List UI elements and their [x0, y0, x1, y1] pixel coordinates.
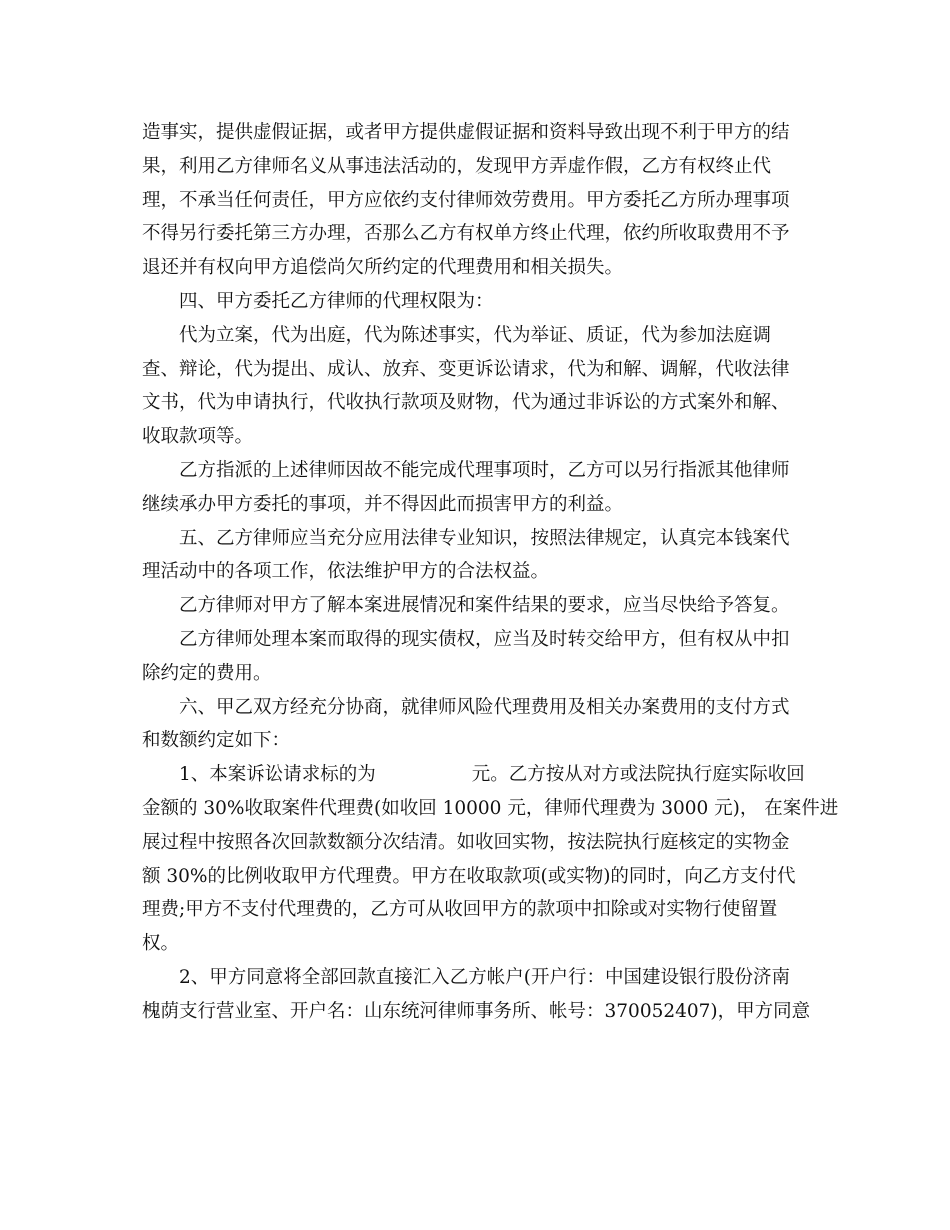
text-line: 理费;甲方不支付代理费的，乙方可从收回甲方的款项中扣除或对实物行使留置	[142, 899, 778, 921]
text-line: 继续承办甲方委托的事项，并不得因此而损害甲方的利益。	[142, 493, 624, 515]
text-line: 乙方律师处理本案而取得的现实债权，应当及时转交给甲方，但有权从中扣	[179, 628, 790, 650]
text-line: 文书，代为申请执行，代收执行款项及财物，代为通过非诉讼的方式案外和解、	[142, 392, 790, 414]
text-line: 代为立案，代为出庭，代为陈述事实，代为举证、质证，代为参加法庭调	[179, 324, 772, 346]
clause-1-lead: 1、本案诉讼请求标的为	[179, 764, 376, 786]
text-line: 收取款项等。	[142, 426, 254, 448]
text-line: 槐荫支行营业室、开户名：山东统河律师事务所、帐号：370052407)，甲方同意	[142, 1000, 811, 1022]
text-line: 金额的 30%收取案件代理费(如收回 10000 元，律师代理费为 3000 元)， 在案件进	[142, 797, 839, 819]
clause-1-first-line	[142, 758, 810, 792]
text-line: 乙方指派的上述律师因故不能完成代理事项时，乙方可以另行指派其他律师	[179, 459, 790, 481]
section-heading-4: 四、甲方委托乙方律师的代理权限为：	[179, 290, 494, 312]
text-line: 果，利用乙方律师名义从事违法活动的，发现甲方弄虚作假，乙方有权终止代	[142, 155, 772, 177]
contract-body	[142, 116, 839, 1029]
section-heading-6: 六、甲乙双方经充分协商，就律师风险代理费用及相关办案费用的支付方式	[179, 696, 790, 718]
text-line: 权。	[142, 933, 180, 955]
text-line: 和数额约定如下：	[142, 730, 291, 752]
text-line: 展过程中按照各次回款数额分次结清。如收回实物，按法院执行庭核定的实物金	[142, 831, 790, 853]
text-line: 理，不承当任何责任，甲方应依约支付律师效劳费用。甲方委托乙方所办理事项	[142, 189, 790, 211]
text-line: 退还并有权向甲方追偿尚欠所约定的代理费用和相关损失。	[142, 257, 624, 279]
text-line: 查、辩论，代为提出、成认、放弃、变更诉讼请求，代为和解、调解，代收法律	[142, 358, 790, 380]
text-line: 造事实，提供虚假证据，或者甲方提供虚假证据和资料导致出现不利于甲方的结	[142, 122, 790, 143]
text-line: 乙方律师对甲方了解本案进展情况和案件结果的要求，应当尽快给予答复。	[179, 595, 790, 617]
clause-1-rest: 元。乙方按从对方或法院执行庭实际收回	[471, 764, 805, 786]
section-heading-5: 五、乙方律师应当充分应用法律专业知识，按照法律规定，认真完本钱案代	[179, 527, 790, 549]
text-line: 除约定的费用。	[142, 662, 272, 684]
text-line: 理活动中的各项工作，依法维护甲方的合法权益。	[142, 561, 550, 583]
clause-2-first-line: 2、甲方同意将全部回款直接汇入乙方帐户(开户行：中国建设银行股份济南	[179, 966, 790, 988]
text-line: 不得另行委托第三方办理，否那么乙方有权单方终止代理，依约所收取费用不予	[142, 223, 790, 245]
text-line: 额 30%的比例收取甲方代理费。甲方在收取款项(或实物)的同时，向乙方支付代	[142, 865, 796, 887]
